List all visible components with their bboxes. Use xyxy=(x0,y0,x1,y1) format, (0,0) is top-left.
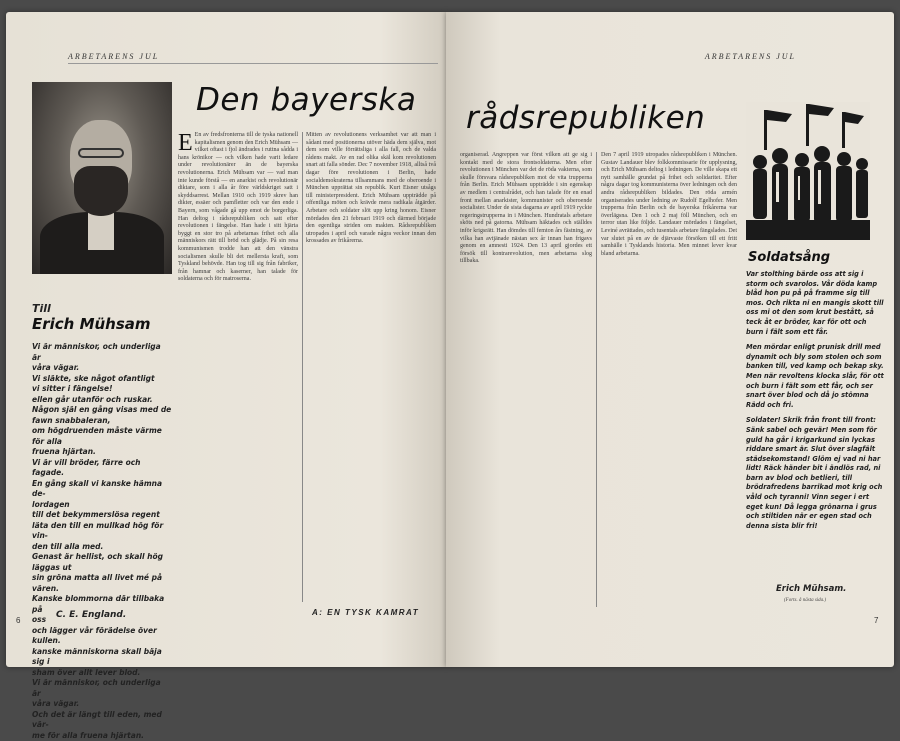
soldier-song-poem xyxy=(746,270,886,537)
poem-line: vi sitter i fängelse! xyxy=(32,384,172,395)
poem-line: sin gröna matta all livet mé på xyxy=(32,573,172,584)
dedication-name: Erich Mühsam xyxy=(32,315,151,333)
poem-stanza: Var stolthing bärde oss att sig i storm och svarolos. Vår döda kamp blåd hon pu på på framme sig till mos. Och rikta ni en mangis skott till oss mi ot den som krut bestått, så teck åt er bröder, kar för ott och burn i fält som ett får. xyxy=(746,270,886,337)
poem-line: vären. xyxy=(32,584,172,595)
poem-line: oss xyxy=(32,615,172,626)
poem-line: Vi släkte, ske något ofantligt xyxy=(32,374,172,385)
poem-line: kanske människorna skall bäja sig i xyxy=(32,647,172,668)
poem-author-left: C. E. England. xyxy=(56,610,126,620)
poem-line: Och det är längt till eden, med vär- xyxy=(32,710,172,731)
article-column-2-text: Mitten av revolutionens verksamhet var att man i sådant med positionerna utöver häda dem själva, mot dem som ville förrättsliga i alla fall, och de valda rådens makt. Av en rad olika skäl kom revolutionen snart att falla sönder. Dec 7 november 1918, alltså två dagar före revolutionen i Berlin, hade socialdemokraterna tillsammans med de oberoende i München upprättat sin republik. Kurt Eisner utsågs till ministerpresident. Erich Mühsam uppträdde på offentliga möten och krävde mera radikala åtgärder. Arbetare och soldater slöt upp kring honom. Eisner mördades den 21 februari 1919 och därmed började den egentliga striden om makten. Rådsrepubliken utropades i april och varade några veckor innan den krossades av frikårerna. xyxy=(306,132,436,244)
portrait-collar xyxy=(88,210,114,250)
poem-line: sham över allt lever blod. xyxy=(32,668,172,679)
portrait-beard xyxy=(74,166,128,216)
running-head-left: ARBETARENS JUL xyxy=(68,52,438,64)
crowd-drawing-icon xyxy=(746,102,870,240)
portrait-glasses xyxy=(78,148,124,158)
article-title-part1: Den bayerska xyxy=(196,82,416,118)
dedication-to: Till xyxy=(32,302,51,315)
poem-line: till det bekymmerslösa regent xyxy=(32,510,172,521)
poem-line: ellen går utanför och ruskar. xyxy=(32,395,172,406)
running-head-right: ARBETARENS JUL xyxy=(676,52,796,61)
article-column-1 xyxy=(178,132,298,602)
poem-line: läta den till en mullkad hög för vin- xyxy=(32,521,172,542)
right-page xyxy=(446,12,894,667)
poem-line: och lägger vår förädelse över kullen. xyxy=(32,626,172,647)
poem-line: Vi är människor, och underliga är xyxy=(32,678,172,699)
article-column-4-text: Den 7 april 1919 utropades rådsrepubliken i München. Gustav Landauer blev folkkommissarie för upplysning, och Erich Mühsam deltog i ledningen. De ville skapa ett nytt samhälle grundat på frihet och solidaritet. Efter några dagar tog kommunisterna över ledningen och den andra rådsrepubliken bildades. Den röda armén organiserades under ledning av Rudolf Egelhofer. Men trupperna från Berlin och de bayerska frikårerna var överlägsna. Den 1 och 2 maj föll München, och en terror utan like följde. Landauer mördades i fängelset, Leviné avrättades, och tusentals arbetare fängslades. Det var slutet på en av de djärvaste försöken till ett fritt samhälle i Tysklands historia. Men minnet lever kvar bland arbetarna. xyxy=(601,152,737,257)
poem-line: våra vägar. xyxy=(32,363,172,374)
page-number-left: 6 xyxy=(16,616,20,625)
poem-line: Kanske blommorna där tillbaka på xyxy=(32,594,172,615)
poem-line: Genast är hellist, och skall hög xyxy=(32,552,172,563)
drop-cap: E xyxy=(178,132,193,154)
poem-line: me för alla fruena hjärtan. xyxy=(32,731,172,741)
article-column-2 xyxy=(306,132,436,602)
poem-line: Vi är människor, och underliga är xyxy=(32,342,172,363)
poem-line: den till alla med. xyxy=(32,542,172,553)
poem-line: våra vägar. xyxy=(32,699,172,710)
column-rule xyxy=(302,132,303,602)
poem-line: Vi är vill bröder, färre och fagade. xyxy=(32,458,172,479)
portrait-photo xyxy=(32,82,172,274)
article-column-4 xyxy=(601,152,737,612)
poem-line: Någon själ en gång visas med de xyxy=(32,405,172,416)
poem-title: Soldatsång xyxy=(748,250,830,265)
article-title-part2: rådsrepubliken xyxy=(466,100,705,136)
article-column-3-text: organiserad. Angreppen var först vilken att ge sig i kontakt med de stora frontsoldaterna. Men efter revolutionen i München var det de röda vakterna, som skulle försvara rådsrepubliken mot de vita trupperna från Berlin. Erich Mühsam uppträdde i sin egenskap av medlem i centralrådet, och han talade för en enad front mellan anarkister, kommunister och oberoende socialister. Under de sista dagarna av april 1919 ryckte regeringstrupperna in i München. Hundratals arbetare sköts ned på gatorna. Mühsam häktades och ställdes inför krigsrätt. Han dömdes till femton års fästning, av vilka han avtjänade nästan sex år innan han frigavs genom en amnesti 1924. Den 13 april gjordes ett försök till kontrarevolution, men arbetarna slog tillbaka. xyxy=(460,152,592,264)
column-rule xyxy=(596,152,597,607)
poem-line: om högdruenden måste värme för alla xyxy=(32,426,172,447)
poem-line: fawn snabbaleran, xyxy=(32,416,172,427)
dedication-poem xyxy=(32,342,172,741)
continued-note: (Forts. å nästa sida.) xyxy=(784,598,826,603)
poem-line: fruena hjärtan. xyxy=(32,447,172,458)
poem-stanza: Men mördar enligt prunisk drill med dynamit och bly som stolen och som banken till, ved kamp och bekap sky. Men när revoltens klocka slår, för ott och burn i fält som ett får, och ser snart över blod och då jo stömna Rädd och fri. xyxy=(746,343,886,410)
article-column-3 xyxy=(460,152,592,612)
byline: A: EN TYSK KAMRAT xyxy=(312,608,419,617)
left-page xyxy=(6,12,446,667)
page-number-right: 7 xyxy=(874,616,878,625)
poem-stanza: Soldater! Skrik från front till front: Sänk sabel och gevär! Men som för guld ha går i krigarkund sin lyckas riddare smart är. Slut över slagfält städsekomstand! Glöm ej vad ni har lidt! Räck händer bit i ändlös rad, ni barn av blod och betlieri, till brödrafredens barrikad mot krig och våld och tyranni! Vinn seger i ert eget kun! Då legga grönarna i grus och stiltiden när er egen stad och denna sista blir fri! xyxy=(746,416,886,531)
poem-line: läggas ut xyxy=(32,563,172,574)
article-column-1-text: En av fredsfronterna till de tyska nationell kapitalismen genom den Erich Mühsam — vilket oftast i fjol ändrades i ruttna sådda i hans krönikor — och vilken hade varit ledare under revolutionärer än de bayerska revolutionerna. Erich Mühsam var — vad man inte kunde förstå — en anarkist och revolutionär diktare, som i alla år före världskriget satt i skyddsarrest. Mellan 1910 och 1919 skrev han dikter, essäer och pamfletter och var den ende i Bayern, som vågade gå upp emot de borgerliga. Han deltog i rådsrepubliken och satt efter revolutionen i fängelse. Han hade i sitt hjärta byggt en stor tro på arbetarnas frihet och alla människors rätt till bröd och glädje. På sin resa kommunismen trodde han att den vänstra socialismen skulle bli det mellersta kraft, som Tyskland behövde. Han tog till sig från fabriker, från hamnar och kaserner, han talade för soldaterna och för matroserna. xyxy=(178,132,298,282)
poem-author-right: Erich Mühsam. xyxy=(776,584,846,594)
crowd-illustration xyxy=(746,102,870,240)
poem-line: En gång skall vi kanske hämna de- xyxy=(32,479,172,500)
poem-line: lordagen xyxy=(32,500,172,511)
